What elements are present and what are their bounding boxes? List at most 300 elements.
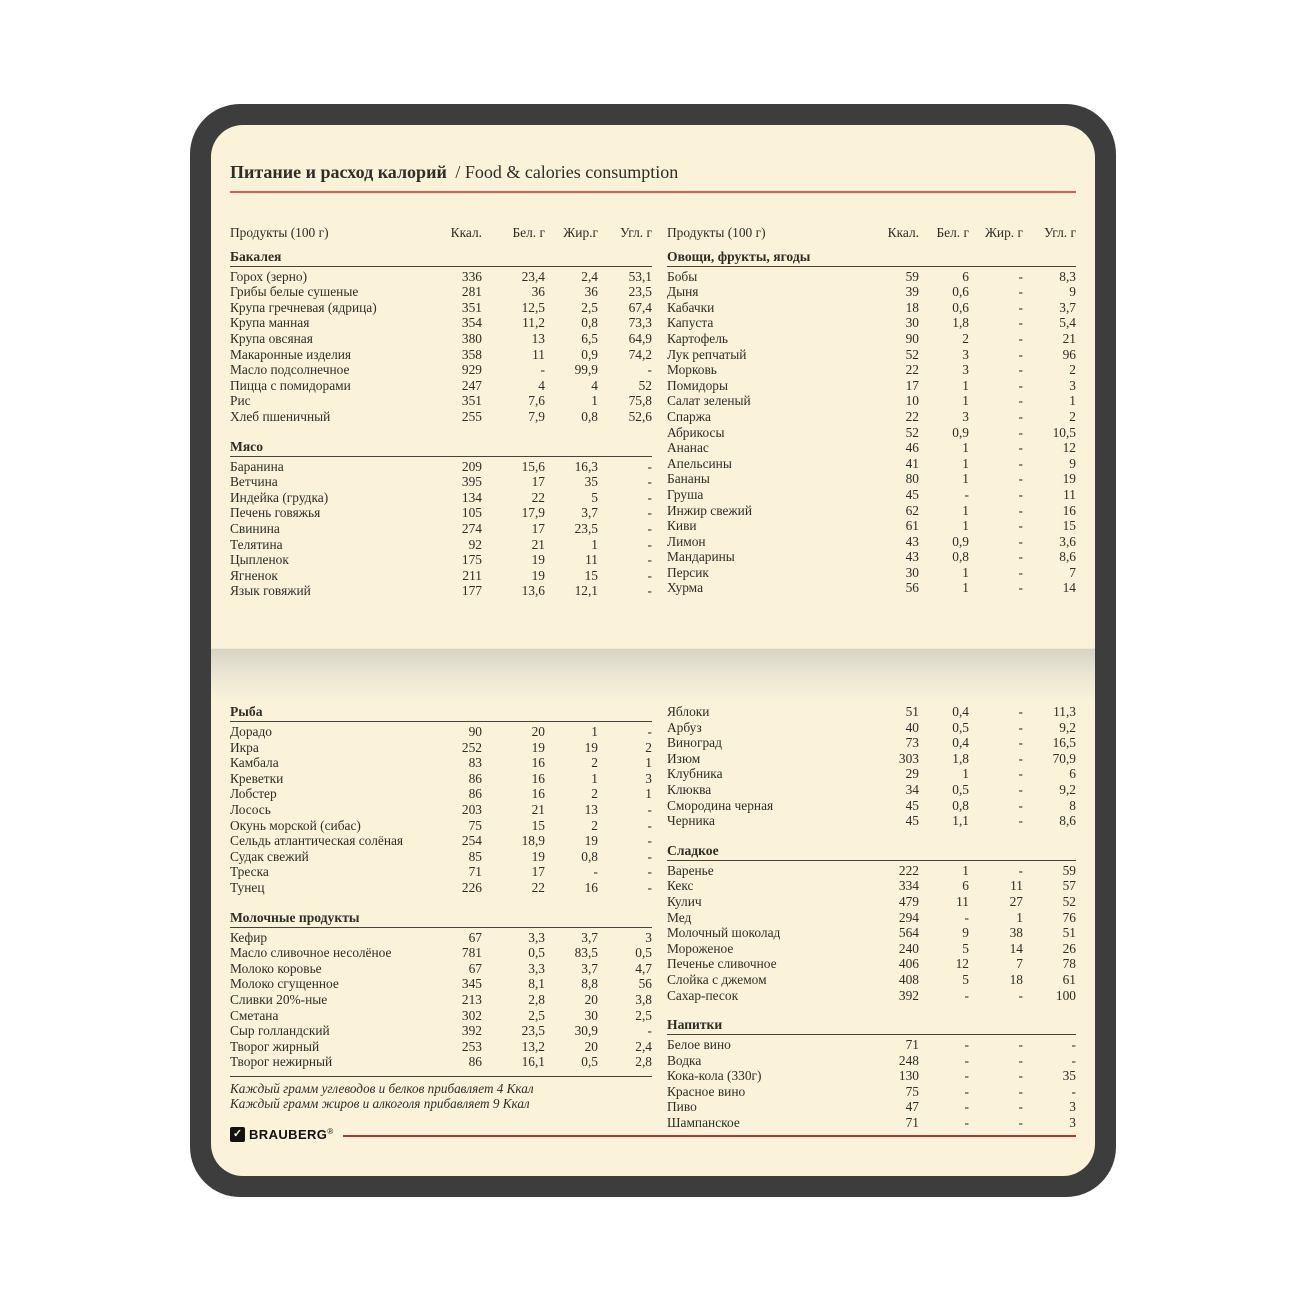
nutrition-value: 11,3 [1053, 704, 1076, 719]
nutrition-value: 3 [1069, 377, 1076, 393]
nutrition-value: - [647, 801, 652, 817]
nutrition-value: - [540, 362, 545, 378]
table-row [230, 537, 652, 553]
nutrition-value: 17 [531, 520, 545, 536]
nutrition-value: 13 [531, 330, 545, 346]
product-name: Баранина [230, 458, 284, 474]
nutrition-value: 6 [1069, 766, 1076, 782]
table-row [230, 505, 652, 521]
table-row [667, 751, 1076, 767]
nutrition-value: 134 [461, 489, 482, 505]
nutrition-value: 3 [1069, 1115, 1076, 1131]
page-title-ru: Питание и расход калорий [230, 162, 447, 182]
nutrition-value: 14 [1062, 580, 1076, 596]
nutrition-value: 252 [461, 739, 482, 755]
nutrition-value: 15,6 [521, 458, 545, 474]
product-name: Яблоки [667, 704, 710, 719]
product-name: Спаржа [667, 408, 711, 424]
nutrition-value: - [1018, 408, 1023, 424]
nutrition-value: - [647, 362, 652, 378]
nutrition-value: 13 [584, 801, 598, 817]
nutrition-value: 23,5 [521, 1023, 545, 1039]
nutrition-value: 16,5 [1052, 735, 1076, 751]
nutrition-value: 51 [905, 704, 919, 719]
nutrition-value: - [647, 817, 652, 833]
product-name: Изюм [667, 750, 701, 766]
nutrition-value: 11,2 [522, 315, 545, 331]
nutrition-value: 781 [461, 945, 482, 961]
product-name: Сливки 20%-ные [230, 991, 328, 1007]
brand-rule [343, 1135, 1076, 1137]
nutrition-value: 45 [905, 797, 919, 813]
nutrition-value: 2 [1069, 362, 1076, 378]
nutrition-value: 90 [468, 724, 482, 739]
notebook-page [211, 125, 1095, 1176]
nutrition-value: 73,3 [628, 315, 652, 331]
nutrition-value: 52 [905, 346, 919, 362]
nutrition-value: 75,8 [628, 393, 652, 409]
page-title [230, 161, 1076, 193]
nutrition-value: 1 [962, 580, 969, 596]
nutrition-value: 1,8 [952, 750, 969, 766]
nutrition-value: 38 [1009, 925, 1023, 941]
column-header-row [230, 225, 652, 241]
nutrition-value: 2,8 [635, 1054, 652, 1070]
table-row [667, 456, 1076, 472]
nutrition-value: 23,4 [521, 268, 545, 284]
nutrition-value: 3,3 [528, 929, 545, 945]
nutrition-value: 281 [461, 284, 482, 300]
nutrition-value: 19 [584, 739, 598, 755]
page-top-half [211, 125, 1095, 648]
product-name: Язык говяжий [230, 583, 311, 599]
nutrition-value: 3 [962, 346, 969, 362]
nutrition-value: 1 [591, 393, 598, 409]
nutrition-value: 35 [584, 474, 598, 490]
product-name: Кефир [230, 929, 268, 945]
table-row [667, 988, 1076, 1004]
nutrition-value: 8,6 [1059, 549, 1076, 565]
nutrition-value: 56 [638, 976, 652, 992]
product-name: Помидоры [667, 377, 728, 393]
nutrition-value: 8,1 [528, 976, 545, 992]
nutrition-value: 29 [905, 766, 919, 782]
product-name: Макаронные изделия [230, 346, 352, 362]
product-name: Судак свежий [230, 848, 309, 864]
nutrition-value: 11 [1010, 878, 1023, 894]
nutrition-value: 19 [531, 739, 545, 755]
brand-name: BRAUBERG [249, 1127, 328, 1142]
table-row [667, 956, 1076, 972]
nutrition-value: 358 [461, 346, 482, 362]
product-name: Икра [230, 739, 259, 755]
nutrition-value: 3,3 [528, 960, 545, 976]
table-row [667, 565, 1076, 581]
nutrition-value: 1 [1069, 393, 1076, 409]
product-name: Кабачки [667, 299, 715, 315]
nutrition-value: 75 [468, 817, 482, 833]
nutrition-value: 20 [531, 724, 545, 739]
nutrition-value: 211 [462, 567, 482, 583]
nutrition-value: 85 [468, 848, 482, 864]
product-name: Индейка (грудка) [230, 489, 329, 505]
nutrition-value: - [964, 909, 969, 925]
nutrition-value: 2,5 [635, 1007, 652, 1023]
nutrition-value: 222 [898, 862, 919, 878]
nutrition-value: 30,9 [574, 1023, 598, 1039]
nutrition-value: 10 [905, 393, 919, 409]
table-row [230, 740, 652, 756]
section-title: Сладкое [667, 843, 1076, 861]
nutrition-value: - [647, 536, 652, 552]
nutrition-value: 16 [531, 755, 545, 771]
table-row [230, 331, 652, 347]
product-name: Клубника [667, 766, 723, 782]
product-name: Крупа гречневая (ядрица) [230, 299, 377, 315]
product-name: Мороженое [667, 940, 734, 956]
table-row [230, 347, 652, 363]
nutrition-value: 12,1 [574, 583, 598, 599]
table-row [230, 269, 652, 285]
nutrition-value: - [1018, 518, 1023, 534]
nutrition-value: - [1018, 766, 1023, 782]
product-name: Персик [667, 564, 709, 580]
table-row [230, 818, 652, 834]
notebook-cover [190, 104, 1116, 1197]
table-row [667, 409, 1076, 425]
nutrition-value: 56 [905, 580, 919, 596]
product-name: Киви [667, 518, 697, 534]
product-name: Лосось [230, 801, 271, 817]
nutrition-value: 53,1 [628, 268, 652, 284]
nutrition-value: 380 [461, 330, 482, 346]
nutrition-value: 2 [591, 817, 598, 833]
nutrition-value: 30 [905, 315, 919, 331]
table-row [667, 720, 1076, 736]
nutrition-value: 70,9 [1052, 750, 1076, 766]
product-name: Лимон [667, 533, 706, 549]
nutrition-value: 15 [531, 817, 545, 833]
nutrition-value: 0,4 [952, 735, 969, 751]
table-row [667, 1099, 1076, 1115]
nutrition-value: 0,8 [952, 549, 969, 565]
food-section [667, 249, 1076, 596]
nutrition-value: 7,9 [528, 408, 545, 424]
nutrition-value: - [1018, 486, 1023, 502]
nutrition-value: 13,6 [521, 583, 545, 599]
product-name: Капуста [667, 315, 714, 331]
nutrition-value: 0,4 [952, 704, 969, 719]
product-name: Бобы [667, 268, 698, 284]
nutrition-value: 40 [905, 719, 919, 735]
nutrition-value: - [1018, 346, 1023, 362]
nutrition-value: 6 [962, 878, 969, 894]
product-name: Абрикосы [667, 424, 725, 440]
nutrition-value: 408 [898, 971, 919, 987]
nutrition-value: 334 [898, 878, 919, 894]
nutrition-value: - [1018, 424, 1023, 440]
nutrition-value: 2,4 [635, 1038, 652, 1054]
table-row [230, 474, 652, 490]
nutrition-value: 73 [905, 735, 919, 751]
table-row [230, 755, 652, 771]
table-row [230, 583, 652, 599]
nutrition-value: 61 [905, 518, 919, 534]
nutrition-value: 0,8 [581, 848, 598, 864]
nutrition-value: 36 [584, 284, 598, 300]
nutrition-value: - [1018, 440, 1023, 456]
table-row [230, 284, 652, 300]
nutrition-value: 21 [531, 536, 545, 552]
nutrition-value: - [647, 505, 652, 521]
table-row [667, 782, 1076, 798]
nutrition-value: - [1018, 284, 1023, 300]
page-bottom-half [211, 648, 1095, 1176]
nutrition-value: 105 [461, 505, 482, 521]
nutrition-value: 8,3 [1059, 268, 1076, 284]
table-row [230, 552, 652, 568]
table-row [667, 813, 1076, 829]
top-columns [230, 225, 1076, 599]
nutrition-value: - [1018, 330, 1023, 346]
table-row [667, 315, 1076, 331]
nutrition-value: 5 [962, 940, 969, 956]
nutrition-value: - [964, 1115, 969, 1131]
nutrition-value: 0,5 [952, 719, 969, 735]
nutrition-value: 303 [898, 750, 919, 766]
nutrition-value: - [1018, 1115, 1023, 1131]
nutrition-value: - [1018, 268, 1023, 284]
nutrition-value: 7 [1016, 956, 1023, 972]
product-name: Хурма [667, 580, 704, 596]
table-row [667, 941, 1076, 957]
product-name: Пиво [667, 1099, 697, 1115]
nutrition-value: 12 [1062, 440, 1076, 456]
nutrition-value: - [647, 458, 652, 474]
column-header-value: Угл. г [620, 225, 652, 240]
nutrition-value: 274 [461, 520, 482, 536]
nutrition-value: - [1018, 315, 1023, 331]
nutrition-value: 6,5 [581, 330, 598, 346]
nutrition-value: 8,6 [1059, 813, 1076, 829]
nutrition-value: 3,7 [1059, 299, 1076, 315]
table-row [667, 549, 1076, 565]
nutrition-value: 2 [591, 786, 598, 802]
column-header-value: Жир.г [563, 225, 598, 240]
nutrition-value: 86 [468, 1054, 482, 1070]
nutrition-value: 0,8 [952, 797, 969, 813]
product-name: Бананы [667, 471, 710, 487]
nutrition-value: 43 [905, 549, 919, 565]
product-name: Кекс [667, 878, 694, 894]
table-row [230, 393, 652, 409]
section-title: Молочные продукты [230, 910, 652, 928]
nutrition-value: 1,8 [952, 315, 969, 331]
nutrition-value: - [647, 567, 652, 583]
nutrition-value: 16 [1062, 502, 1076, 518]
nutrition-value: - [647, 583, 652, 599]
table-row [667, 347, 1076, 363]
table-row [667, 1084, 1076, 1100]
nutrition-value: - [1018, 393, 1023, 409]
nutrition-value: 76 [1062, 909, 1076, 925]
product-name: Арбуз [667, 719, 702, 735]
product-name: Слойка с джемом [667, 971, 767, 987]
nutrition-value: - [1018, 1099, 1023, 1115]
nutrition-value: 9,2 [1059, 781, 1076, 797]
nutrition-value: 13,2 [521, 1038, 545, 1054]
nutrition-value: 11 [1063, 486, 1076, 502]
nutrition-value: 1 [962, 564, 969, 580]
nutrition-value: 62 [905, 502, 919, 518]
nutrition-value: - [1018, 502, 1023, 518]
nutrition-value: - [593, 864, 598, 880]
nutrition-value: 1,1 [952, 813, 969, 829]
nutrition-value: 4 [591, 377, 598, 393]
product-name: Ананас [667, 440, 709, 456]
nutrition-value: - [1018, 549, 1023, 565]
nutrition-value: 19 [584, 833, 598, 849]
table-column-left-bottom [230, 704, 652, 1131]
nutrition-value: 929 [461, 362, 482, 378]
nutrition-value: 22 [531, 489, 545, 505]
nutrition-value: 16 [584, 879, 598, 895]
nutrition-value: 26 [1062, 940, 1076, 956]
nutrition-value: 3 [1069, 1099, 1076, 1115]
nutrition-value: 75 [905, 1083, 919, 1099]
food-section [230, 704, 652, 896]
nutrition-value: 23,5 [628, 284, 652, 300]
nutrition-value: 16,3 [574, 458, 598, 474]
nutrition-value: 18 [905, 299, 919, 315]
nutrition-value: - [1018, 362, 1023, 378]
product-name: Крупа манная [230, 315, 310, 331]
nutrition-value: 9 [962, 925, 969, 941]
nutrition-value: 52 [638, 377, 652, 393]
product-name: Сыр голландский [230, 1023, 330, 1039]
nutrition-value: 100 [1055, 987, 1076, 1003]
table-row [230, 300, 652, 316]
table-row [230, 961, 652, 977]
column-header-value: Ккал. [887, 225, 919, 240]
table-row [230, 1023, 652, 1039]
nutrition-value: 1 [962, 518, 969, 534]
nutrition-value: 22 [905, 362, 919, 378]
nutrition-value: 78 [1062, 956, 1076, 972]
nutrition-value: 1 [1016, 909, 1023, 925]
table-row [230, 930, 652, 946]
table-row [667, 704, 1076, 720]
table-row [667, 1068, 1076, 1084]
nutrition-value: 30 [584, 1007, 598, 1023]
nutrition-value: 1 [962, 393, 969, 409]
section-title: Бакалея [230, 249, 652, 267]
table-row [667, 393, 1076, 409]
nutrition-value: 203 [461, 801, 482, 817]
nutrition-value: 17 [531, 474, 545, 490]
nutrition-value: 99,9 [574, 362, 598, 378]
nutrition-value: 175 [461, 552, 482, 568]
nutrition-value: 86 [468, 770, 482, 786]
product-name: Инжир свежий [667, 502, 753, 518]
nutrition-value: 213 [461, 991, 482, 1007]
nutrition-value: 4,7 [635, 960, 652, 976]
nutrition-value: 564 [898, 925, 919, 941]
table-row [230, 786, 652, 802]
product-name: Печень говяжья [230, 505, 321, 521]
product-name: Дорадо [230, 724, 272, 739]
nutrition-value: 11 [956, 893, 969, 909]
product-name: Окунь морской (сибас) [230, 817, 361, 833]
nutrition-value: - [647, 864, 652, 880]
nutrition-value: 3 [645, 770, 652, 786]
table-row [230, 992, 652, 1008]
nutrition-value: 15 [1062, 518, 1076, 534]
nutrition-value: - [964, 987, 969, 1003]
nutrition-value: 3,7 [581, 929, 598, 945]
product-name: Виноград [667, 735, 722, 751]
nutrition-value: - [647, 520, 652, 536]
table-row [230, 378, 652, 394]
product-name: Морковь [667, 362, 717, 378]
table-row [667, 580, 1076, 596]
nutrition-value: 8 [1069, 797, 1076, 813]
brauberg-check-icon: ✓ [230, 1127, 245, 1142]
product-name: Салат зеленый [667, 393, 751, 409]
nutrition-value: 226 [461, 879, 482, 895]
nutrition-value: 83,5 [574, 945, 598, 961]
nutrition-value: - [647, 724, 652, 739]
nutrition-value: - [1018, 750, 1023, 766]
product-name: Водка [667, 1052, 702, 1068]
nutrition-value: 30 [905, 564, 919, 580]
table-row [667, 471, 1076, 487]
nutrition-value: 10,5 [1052, 424, 1076, 440]
nutrition-value: 19 [1062, 471, 1076, 487]
column-header-value: Угл. г [1044, 225, 1076, 240]
table-row [667, 878, 1076, 894]
product-name: Дыня [667, 284, 699, 300]
nutrition-value: 5,4 [1059, 315, 1076, 331]
section-title: Мясо [230, 439, 652, 457]
nutrition-value: 177 [461, 583, 482, 599]
nutrition-value: 35 [1062, 1068, 1076, 1084]
nutrition-value: - [1071, 1052, 1076, 1068]
nutrition-value: 3,8 [635, 991, 652, 1007]
nutrition-value: - [1018, 735, 1023, 751]
table-row [230, 1039, 652, 1055]
section-title: Рыба [230, 704, 652, 722]
table-row [667, 300, 1076, 316]
product-name: Молоко сгущенное [230, 976, 339, 992]
nutrition-value: 354 [461, 315, 482, 331]
nutrition-value: 16 [531, 786, 545, 802]
product-name: Молоко коровье [230, 960, 322, 976]
nutrition-value: 3 [962, 408, 969, 424]
product-name: Белое вино [667, 1037, 731, 1053]
product-name: Лук репчатый [667, 346, 747, 362]
table-row [667, 925, 1076, 941]
nutrition-value: 1 [962, 471, 969, 487]
nutrition-value: 0,5 [528, 945, 545, 961]
nutrition-value: 0,6 [952, 299, 969, 315]
nutrition-value: - [1018, 1052, 1023, 1068]
table-row [667, 269, 1076, 285]
table-row [667, 894, 1076, 910]
nutrition-value: 254 [461, 833, 482, 849]
brand-registered-mark: ® [327, 1127, 334, 1136]
table-column-left-top [230, 225, 652, 599]
